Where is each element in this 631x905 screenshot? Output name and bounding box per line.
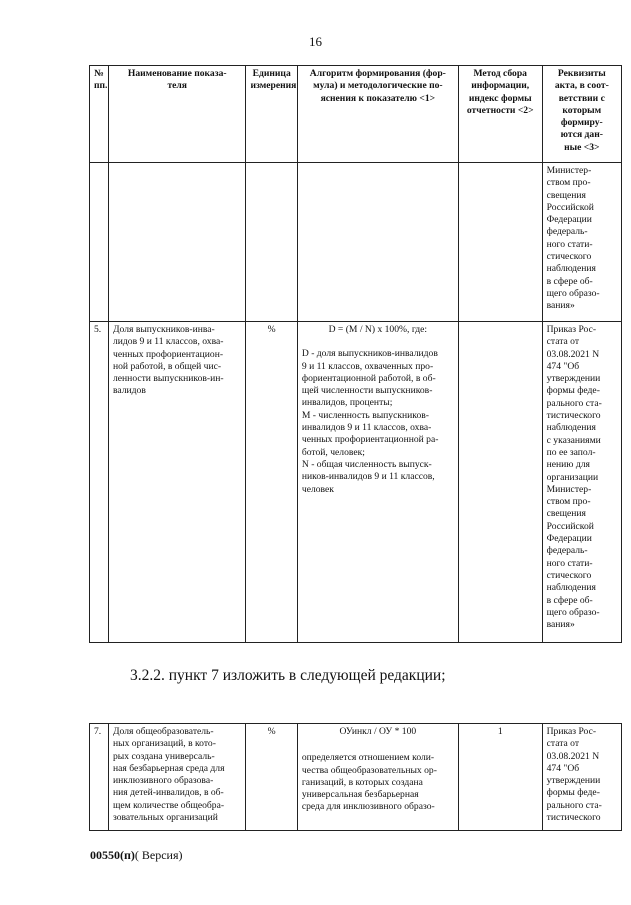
document-version: ( Версия) <box>134 848 183 862</box>
cell-indicator-name: Доля выпускников-инва- лидов 9 и 11 классов, охва- ченных профориентацион- ной работой, в общей чис- ленности выпускников-ин- валидов <box>109 322 246 643</box>
cell-empty <box>90 163 109 322</box>
document-footer <box>90 848 183 863</box>
table-row-5 <box>90 322 622 643</box>
header-algorithm: Алгоритм формирования (фор- мула) и методологические по- яснения к показателю <1> <box>297 66 458 163</box>
header-collection-method: Метод сбора информации, индекс формы отчетности <2> <box>458 66 542 163</box>
formula: D = (M / N) x 100%, где: <box>328 324 428 335</box>
header-requisites: Реквизиты акта, в соот- ветствии с которым формиру- ются дан- ные <3> <box>542 66 621 163</box>
header-indicator-name: Наименование показа- теля <box>109 66 246 163</box>
cell-empty <box>297 163 458 322</box>
cell-unit: % <box>246 724 297 831</box>
cell-requisites: Министер- ством про- свещения Российской Федерации федераль- ного стати- стического наблюдения в сфере об- щего образо- вания» <box>542 163 621 322</box>
indicators-table <box>89 65 622 643</box>
header-unit: Единица измерения <box>246 66 297 163</box>
cell-collection-method <box>458 322 542 643</box>
cell-algorithm <box>297 724 458 831</box>
cell-collection-method: 1 <box>458 724 542 831</box>
cell-empty <box>458 163 542 322</box>
table-header-row <box>90 66 622 163</box>
cell-requisites: Приказ Рос- стата от 03.08.2021 N 474 "Об утверждении формы феде- рального ста- тистического <box>542 724 621 831</box>
formula-explanation: D - доля выпускников-инвалидов 9 и 11 классов, охваченных про- фориентационной работой, в об- щей численности выпускников- инвалидов, проценты; M - численность выпускников- инвалидов 9 и 11 классов, охва- ченных профориентационной ра- ботой, человек; N - общая численность выпуск- ников-инвалидов 9 и 11 классов, человек <box>301 348 439 495</box>
cell-indicator-name: Доля общеобразователь- ных организаций, в кото- рых создана универсаль- ная безбарьерная среда для инклюзивного образова- ния детей-инвалидов, в об- щем количестве общеобра- зовательных организаций <box>109 724 246 831</box>
cell-empty <box>246 163 297 322</box>
cell-row-number: 5. <box>90 322 109 643</box>
table-row-continuation <box>90 163 622 322</box>
indicators-table-continued <box>89 723 622 831</box>
cell-unit: % <box>246 322 297 643</box>
section-subheading: 3.2.2. пункт 7 изложить в следующей редакции; <box>130 667 446 684</box>
header-number: № пп. <box>90 66 109 163</box>
document-code: 00550(п) <box>90 848 135 862</box>
formula: ОУинкл / ОУ * 100 <box>339 726 417 737</box>
formula-explanation: определяется отношением коли- чества общеобразовательных ор- ганизаций, в которых создана универсальная безбарьерная среда для инклюзивного образо- <box>301 752 437 813</box>
page-number: 16 <box>309 34 322 49</box>
table-row-7 <box>90 724 622 831</box>
cell-algorithm <box>297 322 458 643</box>
cell-row-number: 7. <box>90 724 109 831</box>
cell-empty <box>109 163 246 322</box>
cell-requisites: Приказ Рос- стата от 03.08.2021 N 474 "Об утверждении формы феде- рального ста- тистического наблюдения с указаниями по ее запол- нению для организации Министер- ством про- свещения Российской Федерации федераль- ного стати- стического наблюдения в сфере об- щего образо- вания» <box>542 322 621 643</box>
